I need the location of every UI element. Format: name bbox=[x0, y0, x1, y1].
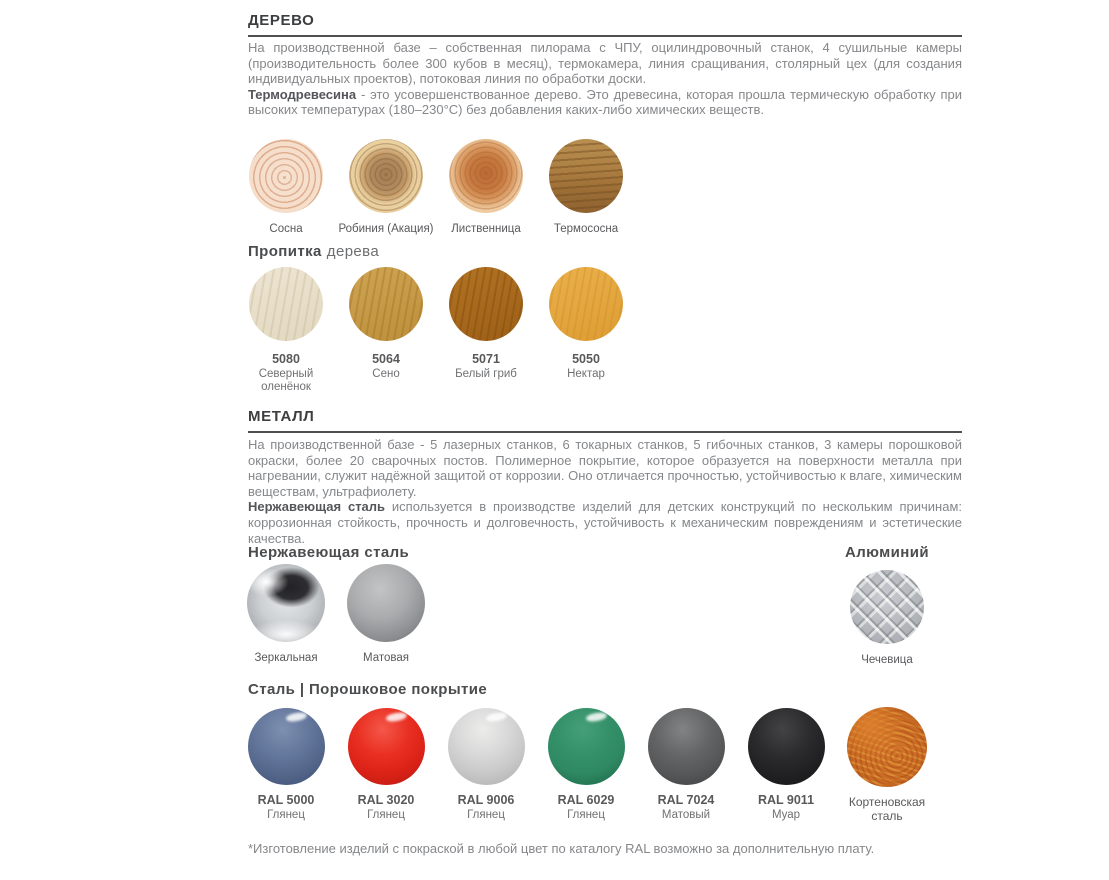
ral-finish: Глянец bbox=[367, 809, 405, 821]
metal-section-header bbox=[248, 408, 962, 433]
impregnation-name: Белый гриб bbox=[455, 368, 517, 380]
stainless-item bbox=[336, 564, 436, 665]
impregnation-code: 5050 bbox=[572, 352, 600, 366]
impregnation-name: Нектар bbox=[567, 368, 605, 380]
ral-7024-swatch bbox=[648, 708, 725, 785]
impregnation-code: 5064 bbox=[372, 352, 400, 366]
metal-paragraph-1: На производственной базе - 5 лазерных станков, 6 токарных станков, 5 гибочных станков, 3 камеры порошковой окраски, более 20 сварочных постов. Полимерное покрытие, которое образуется на поверхности металла при нагревании, служит надёжной защитой от коррозии. Оно отличается прочностью, устойчивостью к влаге, химическим веществам, ультрафиолету. bbox=[248, 437, 962, 499]
ral-9006-swatch bbox=[448, 708, 525, 785]
impregnation-heading bbox=[248, 243, 379, 260]
ral-code: RAL 3020 bbox=[357, 793, 415, 807]
impregnation-swatch-5050 bbox=[549, 267, 623, 341]
aluminum-column bbox=[812, 544, 962, 667]
content-column bbox=[248, 0, 962, 880]
impregnation-item bbox=[436, 267, 536, 393]
impregnation-item bbox=[536, 267, 636, 393]
impregnation-swatch-5071 bbox=[449, 267, 523, 341]
ral-finish: Глянец bbox=[267, 809, 305, 821]
metal-section-title: МЕТАЛЛ bbox=[248, 408, 315, 425]
ral-code: RAL 9011 bbox=[757, 793, 815, 807]
gloss-highlight bbox=[385, 711, 407, 723]
impregnation-code: 5071 bbox=[472, 352, 500, 366]
ral-5000-swatch bbox=[248, 708, 325, 785]
matte-steel-swatch bbox=[347, 564, 425, 642]
thermowood-lead: Термодревесина bbox=[248, 86, 357, 102]
swatch-label: Сосна bbox=[269, 223, 303, 235]
ral-code: RAL 6029 bbox=[557, 793, 615, 807]
metal-paragraph-2: используется в производстве изделий для детских конструкций по нескольким причинам: коррозионная стойкость, прочность и долговечность, устойчивость к механическим повреждениям и эстетические качества. bbox=[248, 499, 963, 546]
ral-item bbox=[336, 708, 436, 822]
swatch-label: Матовая bbox=[363, 652, 409, 664]
ral-code: RAL 5000 bbox=[257, 793, 315, 807]
thermopine-wood-swatch bbox=[549, 139, 623, 213]
ral-code: RAL 7024 bbox=[657, 793, 715, 807]
wood-species-row bbox=[236, 139, 636, 236]
impregnation-swatch-5080 bbox=[249, 267, 323, 341]
impregnation-item bbox=[336, 267, 436, 393]
wood-species-item bbox=[536, 139, 636, 236]
ral-item bbox=[236, 708, 336, 822]
mirror-steel-swatch bbox=[247, 564, 325, 642]
impregnation-name: Сено bbox=[372, 368, 400, 380]
corten-label: Кортеновская сталь bbox=[848, 795, 926, 823]
wood-species-item bbox=[436, 139, 536, 236]
larch-wood-swatch bbox=[449, 139, 523, 213]
ral-finish: Муар bbox=[771, 809, 801, 821]
stainless-heading: Нержавеющая сталь bbox=[248, 544, 410, 561]
swatch-label: Термососна bbox=[553, 223, 619, 235]
impregnation-row bbox=[236, 267, 636, 393]
stainless-item bbox=[236, 564, 336, 665]
wood-paragraph-2: - это усовершенствованное дерево. Это древесина, которая прошла термическую обработку при высоких температурах (180–230°C) без добавления каких-либо химических веществ. bbox=[248, 86, 962, 118]
robinia-wood-swatch bbox=[349, 139, 423, 213]
swatch-label: Зеркальная bbox=[254, 652, 318, 664]
swatch-label: Лиственница bbox=[451, 223, 521, 235]
powder-coating-block bbox=[248, 681, 962, 823]
footnote: *Изготовление изделий с покраской в любой цвет по каталогу RAL возможно за дополнительную плату. bbox=[248, 841, 875, 856]
impregnation-swatch-5064 bbox=[349, 267, 423, 341]
aluminum-heading: Алюминий bbox=[845, 544, 929, 561]
wood-section-title: ДЕРЕВО bbox=[248, 12, 315, 29]
impregnation-name: Северный оленёнок bbox=[258, 368, 314, 393]
ral-6029-swatch bbox=[548, 708, 625, 785]
wood-description bbox=[248, 40, 962, 118]
gloss-highlight bbox=[585, 711, 607, 723]
ral-code: RAL 9006 bbox=[457, 793, 515, 807]
swatch-label: Робиния (Акация) bbox=[338, 223, 434, 235]
impregnation-heading-light: дерева bbox=[326, 243, 380, 260]
ral-finish: Глянец bbox=[567, 809, 605, 821]
pine-wood-swatch bbox=[249, 139, 323, 213]
impregnation-heading-bold: Пропитка bbox=[248, 243, 322, 260]
wood-section-header bbox=[248, 12, 962, 37]
ral-3020-swatch bbox=[348, 708, 425, 785]
wood-species-item bbox=[336, 139, 436, 236]
aluminum-lentil-swatch bbox=[850, 570, 924, 644]
impregnation-code: 5080 bbox=[272, 352, 300, 366]
wood-species-item bbox=[236, 139, 336, 236]
powder-heading: Сталь | Порошковое покрытие bbox=[248, 681, 488, 698]
gloss-highlight bbox=[285, 711, 307, 723]
swatch-label: Чечевица bbox=[861, 654, 913, 666]
ral-finish: Глянец bbox=[467, 809, 505, 821]
corten-column bbox=[812, 707, 962, 823]
ral-item bbox=[536, 708, 636, 822]
ral-item bbox=[436, 708, 536, 822]
wood-paragraph-1: На производственной базе – собственная пилорама с ЧПУ, оцилиндровочный станок, 4 сушильные камеры (производительность более 300 кубов в месяц), термокамера, линия сращивания, столярный цех (для создания индивидуальных проектов), потоковая линия по обработки доски. bbox=[248, 40, 962, 87]
corten-steel-swatch bbox=[847, 707, 927, 787]
impregnation-item bbox=[236, 267, 336, 393]
metal-description bbox=[248, 437, 962, 546]
ral-finish: Матовый bbox=[661, 809, 711, 821]
stainless-aluminum-block bbox=[248, 544, 962, 666]
gloss-highlight bbox=[485, 711, 507, 723]
ral-item bbox=[636, 708, 736, 822]
stainless-lead: Нержавеющая сталь bbox=[248, 499, 386, 515]
